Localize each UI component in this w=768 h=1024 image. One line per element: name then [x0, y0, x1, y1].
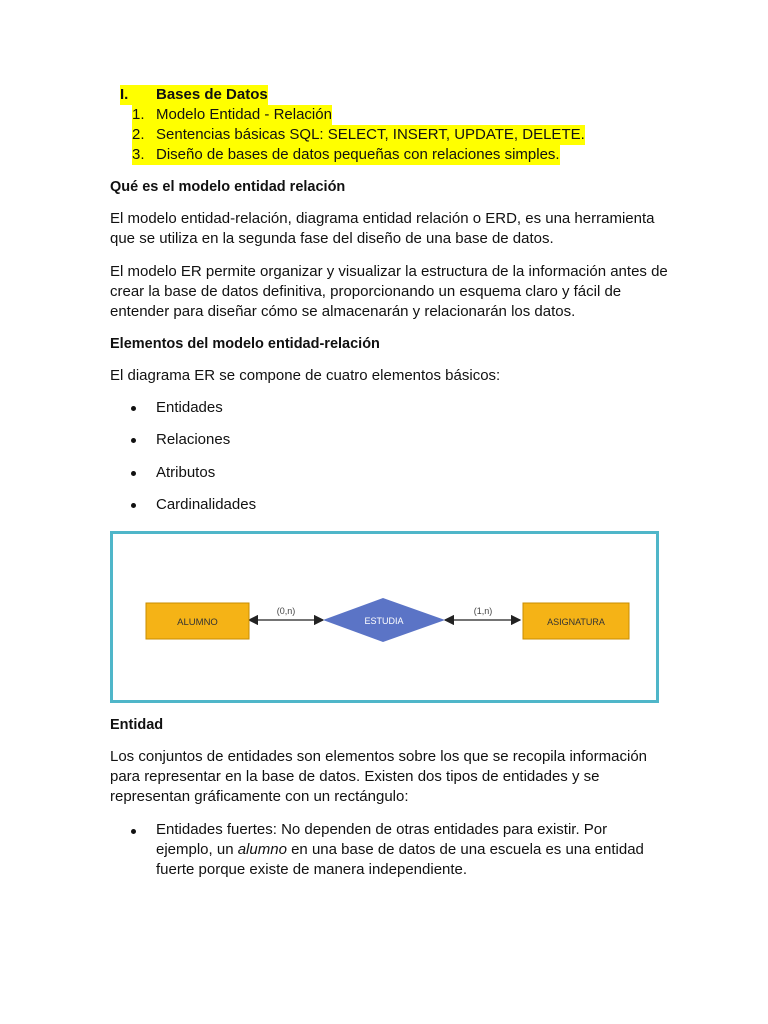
relation-estudia-label: ESTUDIA: [364, 616, 404, 626]
list-item-text: Atributos: [156, 464, 216, 481]
paragraph-entidad: Los conjuntos de entidades son elementos sobre los que se recopila información para representar en la base de datos. Existen dos tipos de entidades y se representan gráficamente con un rectángulo:: [110, 748, 647, 805]
list-item-text: Relaciones: [156, 431, 231, 448]
outline-item-num: 2.: [132, 125, 156, 145]
bullet-icon: [131, 406, 136, 411]
outline-item-num: 3.: [132, 145, 156, 165]
list-item-text: Entidades: [156, 399, 223, 416]
paragraph-intro-elementos: El diagrama ER se compone de cuatro elementos básicos:: [110, 367, 501, 384]
cardinality-left: (0,n): [276, 606, 296, 616]
bullet-text-start: Entidades fuertes: No dependen de otras entidades para existir. Por ejemplo, un: [156, 821, 608, 858]
paragraph-definicion: El modelo entidad-relación, diagrama entidad relación o ERD, es una herramienta que se utiliza en la segunda fase del diseño de una base de datos.: [110, 210, 655, 247]
bullet-text-emphasis: alumno: [237, 841, 287, 858]
outline-title: Bases de Datos: [156, 86, 268, 103]
list-item-text: Cardinalidades: [156, 496, 257, 513]
er-diagram-svg: [113, 534, 656, 700]
bullet-icon: [131, 829, 136, 834]
outline-item-num: 1.: [132, 105, 156, 125]
bullet-icon: [131, 503, 136, 508]
list-item-text: [156, 820, 666, 880]
outline-item-text: Sentencias básicas SQL: SELECT, INSERT, UPDATE, DELETE.: [156, 126, 585, 143]
outline-item-text: Modelo Entidad - Relación: [156, 106, 332, 123]
bullet-text-end: en una base de datos de una escuela es una entidad fuerte porque existe de manera independiente.: [156, 841, 644, 878]
section-heading-modelo: Qué es el modelo entidad relación: [110, 179, 346, 195]
bullet-icon: [131, 438, 136, 443]
section-heading-elementos: Elementos del modelo entidad-relación: [110, 336, 380, 352]
outline-item-text: Diseño de bases de datos pequeñas con relaciones simples.: [156, 146, 560, 163]
er-diagram-figure: [110, 531, 659, 703]
cardinality-right: (1,n): [473, 606, 493, 616]
entity-asignatura-label: ASIGNATURA: [547, 617, 605, 627]
outline-roman: I.: [120, 85, 156, 105]
entity-alumno-label: ALUMNO: [177, 617, 218, 628]
section-heading-entidad: Entidad: [110, 717, 164, 733]
paragraph-proposito: El modelo ER permite organizar y visualizar la estructura de la información antes de crear la base de datos definitiva, proporcionando un esquema claro y fácil de entender para diseñar cómo se almacenarán y relacionarán los datos.: [110, 263, 668, 320]
bullet-icon: [131, 471, 136, 476]
